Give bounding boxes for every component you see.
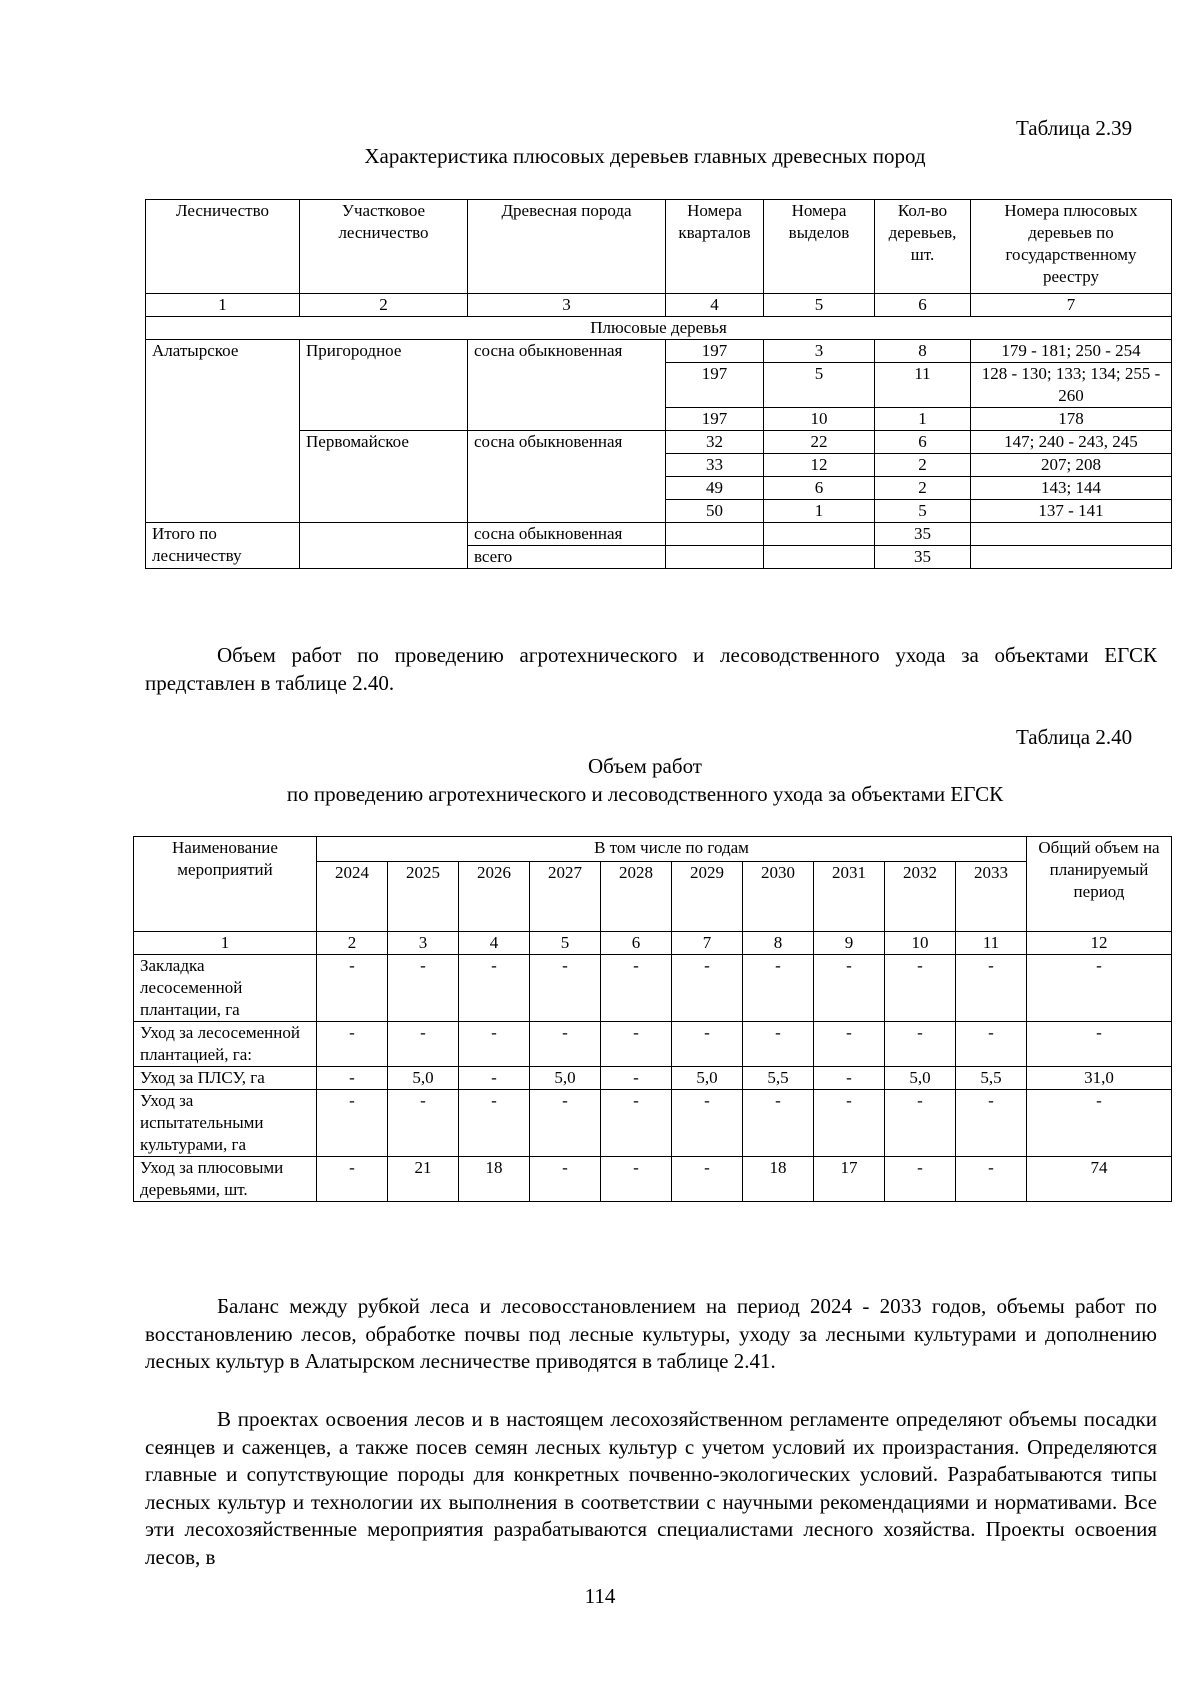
col-number: 5 — [764, 294, 875, 317]
year-value: - — [814, 955, 885, 1022]
year-value: - — [530, 955, 601, 1022]
year-value: - — [885, 1022, 956, 1067]
col-number: 3 — [388, 932, 459, 955]
year-value: - — [743, 1022, 814, 1067]
count-cell: 2 — [875, 454, 971, 477]
header-by-years: В том числе по годам — [317, 837, 1027, 862]
paragraph-text: Баланс между рубкой леса и лесовосстановлением на период 2024 - 2033 годов, объемы работ по восстановлению лесов, обработке почвы под лесные культуры, уходу за лесными культурами и дополнению лесных культур в Алатырском лесничестве приводятся в таблице 2.41. — [145, 1294, 1157, 1374]
year-value: - — [743, 955, 814, 1022]
col-number: 6 — [875, 294, 971, 317]
empty-cell — [764, 546, 875, 569]
header-activity-name: Наименование мероприятий — [134, 837, 317, 932]
quarter-cell: 49 — [666, 477, 764, 500]
species-name: сосна обыкновенная — [468, 431, 666, 523]
col-number: 3 — [468, 294, 666, 317]
empty-cell — [764, 523, 875, 546]
year-value: 5,0 — [388, 1067, 459, 1090]
col-number: 9 — [814, 932, 885, 955]
total-all-label: всего — [468, 546, 666, 569]
year-value: - — [956, 1157, 1027, 1202]
paragraph-text: Объем работ по проведению агротехнического и лесоводственного ухода за объектами ЕГСК представлен в таблице 2.40. — [145, 643, 1157, 695]
quarter-cell: 197 — [666, 363, 764, 408]
header-allotments: Номера выделов — [764, 200, 875, 294]
year-value: - — [459, 955, 530, 1022]
year-value: - — [459, 1022, 530, 1067]
col-number: 1 — [146, 294, 300, 317]
year-header: 2024 — [317, 862, 388, 932]
allotment-cell: 3 — [764, 340, 875, 363]
col-number: 8 — [743, 932, 814, 955]
year-value: - — [672, 955, 743, 1022]
year-value: 5,0 — [885, 1067, 956, 1090]
registry-cell: 137 - 141 — [971, 500, 1172, 523]
total-species: сосна обыкновенная — [468, 523, 666, 546]
allotment-cell: 5 — [764, 363, 875, 408]
col-number: 1 — [134, 932, 317, 955]
year-header: 2028 — [601, 862, 672, 932]
paragraph-projects — [145, 1406, 1157, 1572]
year-value: - — [885, 1090, 956, 1157]
col-number: 11 — [956, 932, 1027, 955]
count-cell: 5 — [875, 500, 971, 523]
year-value: - — [601, 1157, 672, 1202]
year-value: 5,5 — [743, 1067, 814, 1090]
year-header: 2030 — [743, 862, 814, 932]
total-value: - — [1027, 1022, 1172, 1067]
year-value: - — [672, 1022, 743, 1067]
col-number: 7 — [672, 932, 743, 955]
empty-cell — [666, 523, 764, 546]
quarter-cell: 32 — [666, 431, 764, 454]
col-number: 2 — [317, 932, 388, 955]
header-tree-count: Кол-во деревьев, шт. — [875, 200, 971, 294]
year-value: - — [317, 1067, 388, 1090]
empty-cell — [666, 546, 764, 569]
year-value: - — [601, 955, 672, 1022]
year-header: 2026 — [459, 862, 530, 932]
table-title-2-40-line1: Объем работ — [588, 754, 702, 778]
table-row — [134, 1022, 1172, 1067]
empty-cell — [971, 546, 1172, 569]
quarter-cell: 33 — [666, 454, 764, 477]
year-header: 2029 — [672, 862, 743, 932]
table-2-39 — [145, 199, 1172, 569]
col-number: 6 — [601, 932, 672, 955]
year-value: - — [317, 955, 388, 1022]
activity-name: Закладка лесосеменной плантации, га — [134, 955, 317, 1022]
col-number: 7 — [971, 294, 1172, 317]
paragraph-intro-2-40 — [145, 642, 1157, 697]
year-value: - — [956, 1022, 1027, 1067]
year-value: - — [317, 1090, 388, 1157]
year-value: - — [459, 1090, 530, 1157]
table-row — [134, 955, 1172, 1022]
year-header: 2033 — [956, 862, 1027, 932]
year-value: - — [459, 1067, 530, 1090]
registry-cell: 128 - 130; 133; 134; 255 - 260 — [971, 363, 1172, 408]
paragraph-text: В проектах освоения лесов и в настоящем лесохозяйственном регламенте определяют объемы посадки сеянцев и саженцев, а также посев семян лесных культур с учетом условий их произрастания. Определяются главные и сопутствующие породы для конкретных почвенно-экологических условий. Разрабатываются типы лесных культур и технологии их выполнения в соответствии с научными рекомендациями и нормативами. Все эти лесохозяйственные мероприятия разрабатываются специалистами лесного хозяйства. Проекты освоения лесов, в — [145, 1407, 1157, 1569]
total-all-count: 35 — [875, 546, 971, 569]
year-value: - — [885, 1157, 956, 1202]
year-value: - — [956, 1090, 1027, 1157]
year-value: 5,5 — [956, 1067, 1027, 1090]
year-header: 2025 — [388, 862, 459, 932]
header-forestry: Лесничество — [146, 200, 300, 294]
year-value: - — [743, 1090, 814, 1157]
quarter-cell: 50 — [666, 500, 764, 523]
total-value: - — [1027, 955, 1172, 1022]
species-name: сосна обыкновенная — [468, 340, 666, 431]
header-quarters: Номера кварталов — [666, 200, 764, 294]
total-species-count: 35 — [875, 523, 971, 546]
table-title-2-40-line2: по проведению агротехнического и лесоводственного ухода за объектами ЕГСК — [286, 782, 1004, 806]
year-value: - — [814, 1067, 885, 1090]
year-value: - — [814, 1090, 885, 1157]
header-total-volume: Общий объем на планируемый период — [1027, 837, 1172, 932]
paragraph-balance — [145, 1293, 1157, 1376]
table-2-40 — [133, 836, 1172, 1202]
table-row — [134, 1157, 1172, 1202]
total-value: 31,0 — [1027, 1067, 1172, 1090]
page-number: 114 — [584, 1584, 616, 1608]
total-value: 74 — [1027, 1157, 1172, 1202]
year-value: - — [530, 1157, 601, 1202]
year-value: 5,0 — [672, 1067, 743, 1090]
registry-cell: 178 — [971, 408, 1172, 431]
allotment-cell: 1 — [764, 500, 875, 523]
year-value: - — [601, 1090, 672, 1157]
registry-cell: 207; 208 — [971, 454, 1172, 477]
year-value: 5,0 — [530, 1067, 601, 1090]
col-number: 4 — [666, 294, 764, 317]
year-header: 2032 — [885, 862, 956, 932]
year-value: - — [317, 1157, 388, 1202]
allotment-cell: 10 — [764, 408, 875, 431]
year-header: 2031 — [814, 862, 885, 932]
year-value: 21 — [388, 1157, 459, 1202]
count-cell: 6 — [875, 431, 971, 454]
year-value: 18 — [743, 1157, 814, 1202]
allotment-cell: 12 — [764, 454, 875, 477]
count-cell: 2 — [875, 477, 971, 500]
year-value: - — [672, 1090, 743, 1157]
year-value: - — [388, 955, 459, 1022]
allotment-cell: 6 — [764, 477, 875, 500]
col-number: 5 — [530, 932, 601, 955]
header-registry-numbers: Номера плюсовых деревьев по государственному реестру — [971, 200, 1172, 294]
activity-name: Уход за испытательными культурами, га — [134, 1090, 317, 1157]
quarter-cell: 197 — [666, 408, 764, 431]
quarter-cell: 197 — [666, 340, 764, 363]
table-caption-2-39: Таблица 2.39 — [1016, 116, 1133, 140]
table-caption-2-40: Таблица 2.40 — [1016, 725, 1133, 749]
col-number: 2 — [300, 294, 468, 317]
header-local-forestry: Участковое лесничество — [300, 200, 468, 294]
header-species: Древесная порода — [468, 200, 666, 294]
year-value: - — [956, 955, 1027, 1022]
registry-cell: 179 - 181; 250 - 254 — [971, 340, 1172, 363]
count-cell: 8 — [875, 340, 971, 363]
year-value: - — [672, 1157, 743, 1202]
section-label: Плюсовые деревья — [146, 317, 1172, 340]
activity-name: Уход за ПЛСУ, га — [134, 1067, 317, 1090]
year-value: - — [601, 1022, 672, 1067]
year-value: 17 — [814, 1157, 885, 1202]
registry-cell: 143; 144 — [971, 477, 1172, 500]
year-value: - — [388, 1022, 459, 1067]
year-value: - — [317, 1022, 388, 1067]
local-forestry-name: Первомайское — [300, 431, 468, 523]
table-row — [134, 1067, 1172, 1090]
activity-name: Уход за лесосеменной плантацией, га: — [134, 1022, 317, 1067]
allotment-cell: 22 — [764, 431, 875, 454]
col-number: 10 — [885, 932, 956, 955]
count-cell: 1 — [875, 408, 971, 431]
forestry-name: Алатырское — [146, 340, 300, 523]
activity-name: Уход за плюсовыми деревьями, шт. — [134, 1157, 317, 1202]
total-value: - — [1027, 1090, 1172, 1157]
year-value: 18 — [459, 1157, 530, 1202]
col-number: 4 — [459, 932, 530, 955]
year-value: - — [601, 1067, 672, 1090]
year-value: - — [530, 1090, 601, 1157]
year-value: - — [530, 1022, 601, 1067]
registry-cell: 147; 240 - 243, 245 — [971, 431, 1172, 454]
table-row — [134, 1090, 1172, 1157]
empty-cell — [300, 523, 468, 569]
year-header: 2027 — [530, 862, 601, 932]
table-title-2-39: Характеристика плюсовых деревьев главных древесных пород — [364, 144, 926, 168]
year-value: - — [885, 955, 956, 1022]
count-cell: 11 — [875, 363, 971, 408]
total-label: Итого по лесничеству — [146, 523, 300, 569]
empty-cell — [971, 523, 1172, 546]
year-value: - — [814, 1022, 885, 1067]
col-number: 12 — [1027, 932, 1172, 955]
local-forestry-name: Пригородное — [300, 340, 468, 431]
year-value: - — [388, 1090, 459, 1157]
